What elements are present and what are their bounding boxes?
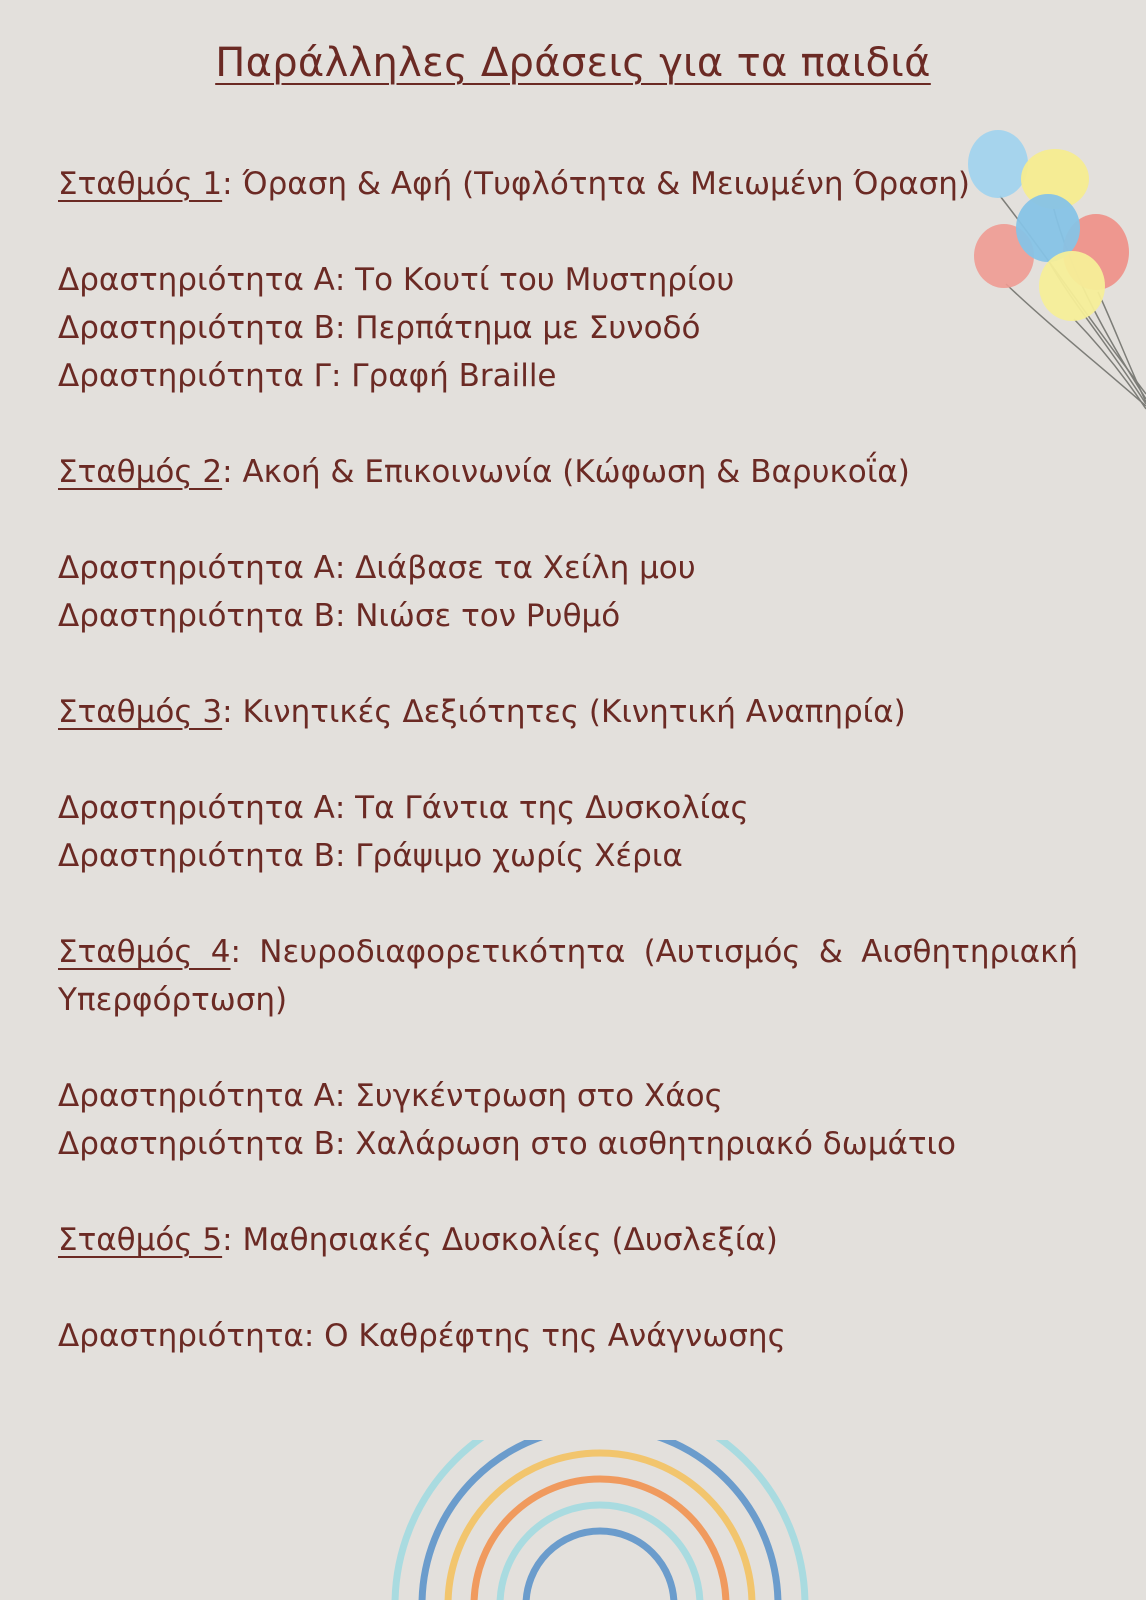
station-1-label: Σταθμός 1 xyxy=(58,166,223,202)
station-1-activity-c: Δραστηριότητα Γ: Γραφή Braille xyxy=(58,358,557,394)
station-5-heading xyxy=(58,1216,1078,1264)
station-2-heading xyxy=(58,448,1078,496)
station-2-description: Ακοή & Επικοινωνία (Κώφωση & Βαρυκοΐα) xyxy=(242,454,910,490)
station-5-activity: Δραστηριότητα: Ο Καθρέφτης της Ανάγνωσης xyxy=(58,1318,786,1354)
station-2-separator: : xyxy=(222,454,243,490)
station-5-description: Μαθησιακές Δυσκολίες (Δυσλεξία) xyxy=(242,1222,778,1258)
station-2-activity-a: Δραστηριότητα Α: Διάβασε τα Χείλη μου xyxy=(58,550,696,586)
station-4-heading xyxy=(58,928,1078,1024)
station-4-activity-a: Δραστηριότητα Α: Συγκέντρωση στο Χάος xyxy=(58,1078,723,1114)
rainbow-arc-outer xyxy=(395,1440,805,1600)
station-3-activity-b: Δραστηριότητα Β: Γράψιμο χωρίς Χέρια xyxy=(58,838,683,874)
station-1-description: Όραση & Αφή (Τυφλότητα & Μειωμένη Όραση) xyxy=(242,166,971,202)
station-4-description: Νευροδιαφορετικότητα (Αυτισμός & Αισθητηριακή Υπερφόρτωση) xyxy=(58,934,1078,1018)
station-1-activity-b: Δραστηριότητα Β: Περπάτημα με Συνοδό xyxy=(58,310,701,346)
rainbow-illustration xyxy=(390,1440,810,1600)
station-3-heading xyxy=(58,688,1078,736)
station-4-activity-b: Δραστηριότητα Β: Χαλάρωση στο αισθητηριακό δωμάτιο xyxy=(58,1126,957,1162)
rainbow-arc-inner xyxy=(526,1531,674,1600)
station-4-separator: : xyxy=(230,934,260,970)
station-2-label: Σταθμός 2 xyxy=(58,454,223,490)
station-1-activity-a: Δραστηριότητα Α: Το Κουτί του Μυστηρίου xyxy=(58,262,735,298)
station-3-description: Κινητικές Δεξιότητες (Κινητική Αναπηρία) xyxy=(242,694,906,730)
stations-list xyxy=(58,160,1078,1360)
station-3-activity-a: Δραστηριότητα Α: Τα Γάντια της Δυσκολίας xyxy=(58,790,749,826)
station-3-label: Σταθμός 3 xyxy=(58,694,223,730)
station-1-heading xyxy=(58,160,1078,208)
station-2-activity-b: Δραστηριότητα Β: Νιώσε τον Ρυθμό xyxy=(58,598,621,634)
rainbow-arc-orange xyxy=(474,1479,726,1600)
station-1-separator: : xyxy=(222,166,243,202)
station-5-separator: : xyxy=(222,1222,243,1258)
page-title: Παράλληλες Δράσεις για τα παιδιά xyxy=(215,40,931,86)
station-4-label: Σταθμός 4 xyxy=(58,934,231,970)
rainbow-arc-yellow xyxy=(448,1453,752,1600)
station-3-separator: : xyxy=(222,694,243,730)
station-5-label: Σταθμός 5 xyxy=(58,1222,223,1258)
